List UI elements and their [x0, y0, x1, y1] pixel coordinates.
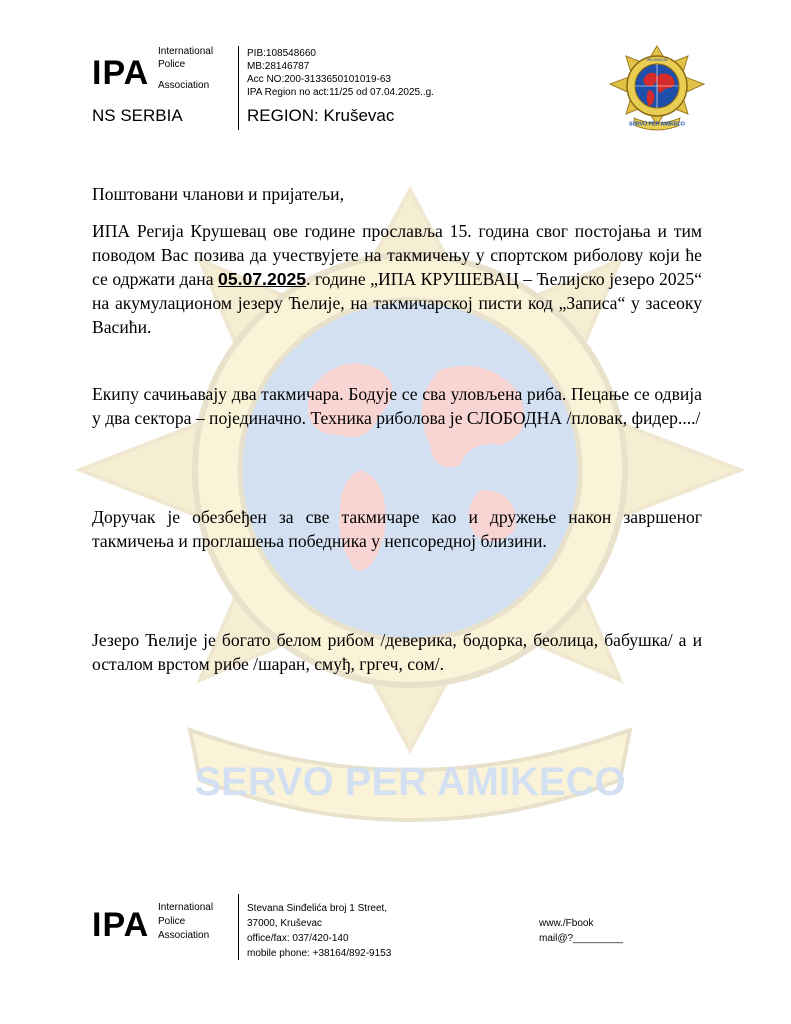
header-company-info	[247, 47, 434, 99]
info-line: PIB:108548660	[247, 48, 316, 59]
org-line: Association	[158, 930, 210, 941]
header-region: REGION: Kruševac	[247, 106, 395, 125]
ipa-emblem-logo	[606, 44, 708, 134]
org-line: Police	[158, 59, 186, 70]
mail-link[interactable]: mail@?_________	[539, 933, 624, 944]
org-line: International	[158, 902, 214, 913]
info-line: Acc NO:200-3133650101019-63	[247, 74, 391, 85]
address-line: mobile phone: +38164/892-9153	[247, 948, 392, 959]
web-link[interactable]: www./Fbook	[539, 918, 594, 929]
paragraph-lake: Језеро Ћелије је богато белом рибом /деверика, бодорка, беолица, бабушка/ а и осталом врстом рибе /шаран, смуђ, гргеч, сом/.	[92, 630, 702, 674]
header-section: NS SERBIA	[92, 106, 183, 125]
address-line: Stevana Sinđelića broj 1 Street,	[247, 903, 388, 914]
header-ipa-logo: IPA	[92, 54, 150, 92]
invitation-text-start: ИПА Регија Крушевац ове године прославља 15. година свог постојања и тим поводом Вас позива да учествујете на такмичењу у спортском риболову који ће се одржати дана	[92, 221, 702, 289]
header-org-name	[158, 45, 213, 92]
footer-org-name	[158, 901, 213, 943]
footer-ipa-logo: IPA	[92, 906, 150, 944]
header-divider	[238, 46, 239, 130]
paragraph-breakfast: Доручак је обезбеђен за све такмичаре као и дружење након завршеног такмичења и проглашења победника у непсоредној близини.	[92, 507, 702, 551]
address-line: 37000, Kruševac	[247, 918, 323, 929]
paragraph-invitation	[92, 219, 702, 339]
footer-address	[247, 901, 391, 961]
watermark-motto: SERVO PER AMIKECO	[194, 760, 626, 804]
invitation-text-end: . године „ИПА КРУШЕВАЦ – Ћелијско језеро 2025“ на акумулационом језеру Ћелије, на такмичарској писти код „Записа“ у засеоку Васићи.	[92, 269, 703, 337]
address-line: office/fax: 037/420-140	[247, 933, 349, 944]
paragraph-rules: Екипу сачињавају два такмичара. Бодује се сва уловљена риба. Пецање се одвија у два сектора – појединачно. Техника риболова је СЛОБОДНА /пловак, фидер..../	[92, 384, 702, 428]
info-line: IPA Region no act:11/25 od 07.04.2025..g.	[247, 87, 434, 98]
footer-contact	[539, 916, 623, 946]
emblem-top-text: IPA SRBIJA	[646, 57, 668, 62]
greeting: Поштовани чланови и пријатељи,	[92, 184, 344, 204]
org-line: International	[158, 46, 214, 57]
info-line: MB:28146787	[247, 61, 310, 72]
event-date: 05.07.2025	[218, 269, 307, 289]
footer-divider	[238, 894, 239, 960]
emblem-motto: SERVO PER AMIKECO	[629, 121, 685, 128]
org-line: Association	[158, 80, 210, 91]
org-line: Police	[158, 916, 186, 927]
